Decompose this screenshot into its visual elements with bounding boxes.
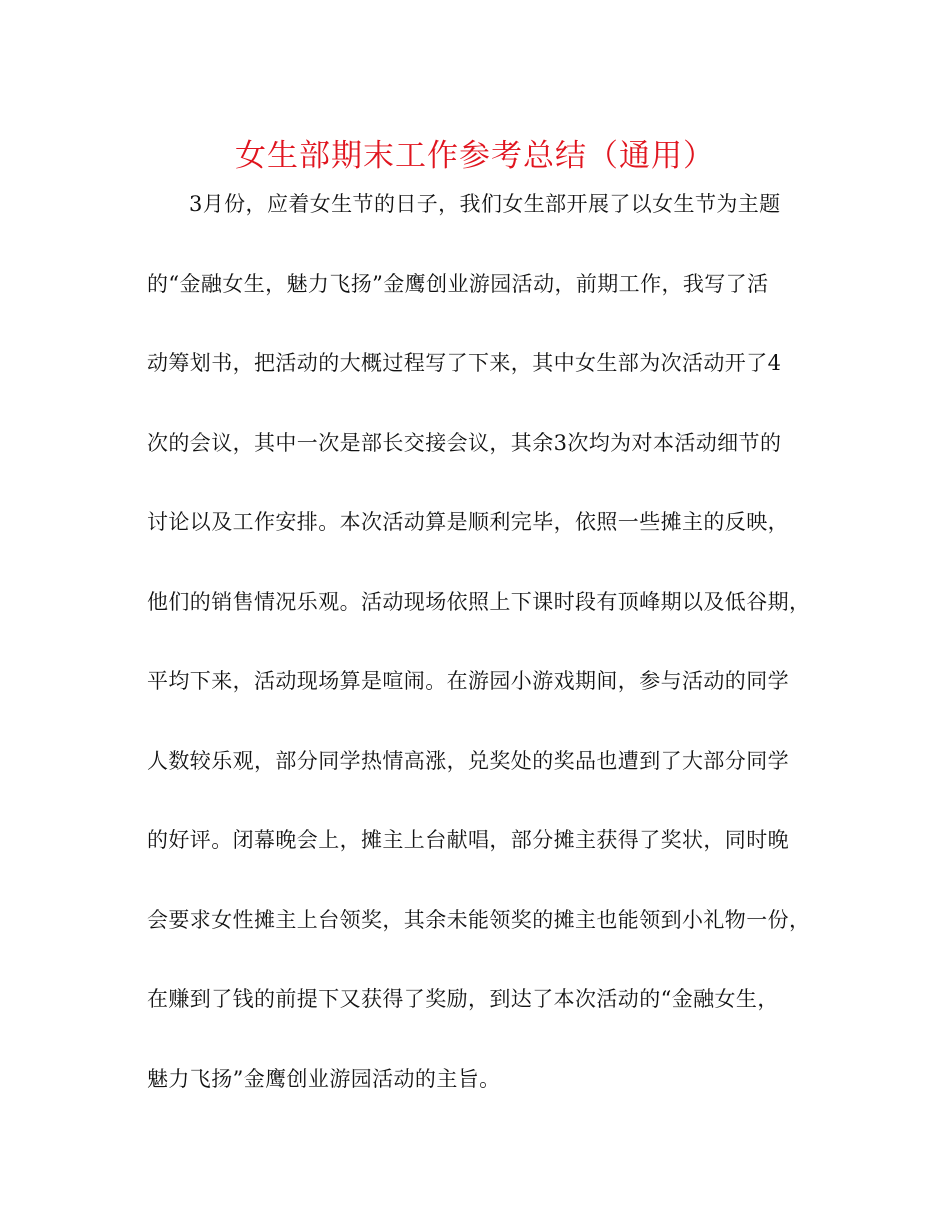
paragraph-line: 魅力飞扬”金鹰创业游园活动的主旨。 [147,1066,501,1091]
document-title: 女生部期末工作参考总结（通用） [235,138,715,174]
paragraph-line: 讨论以及工作安排。本次活动算是顺利完毕，依照一些摊主的反映， [147,510,789,534]
paragraph-line: 人数较乐观，部分同学热情高涨，兑奖处的奖品也遭到了大部分同学 [147,748,789,773]
paragraph-line: 3月份，应着女生节的日子，我们女生部开展了以女生节为主题 [189,192,781,216]
paragraph-line: 他们的销售情况乐观。活动现场依照上下课时段有顶峰期以及低谷期， [147,589,811,614]
paragraph-line: 次的会议，其中一次是部长交接会议，其余3次均为对本活动细节的 [147,430,782,455]
paragraph-line: 动筹划书，把活动的大概过程写了下来，其中女生部为次活动开了4 [147,351,782,375]
paragraph-line: 的好评。闭幕晚会上，摊主上台献唱，部分摊主获得了奖状，同时晚 [147,828,789,852]
paragraph-line: 会要求女性摊主上台领奖，其余未能领奖的摊主也能领到小礼物一份， [147,907,811,932]
paragraph-line: 在赚到了钱的前提下又获得了奖励，到达了本次活动的“金融女生， [147,987,779,1011]
paragraph-line: 的“金融女生，魅力飞扬”金鹰创业游园活动，前期工作，我写了活 [147,271,769,296]
paragraph-line: 平均下来，活动现场算是喧闹。在游园小游戏期间，参与活动的同学 [147,669,789,693]
document-body [147,188,811,1142]
